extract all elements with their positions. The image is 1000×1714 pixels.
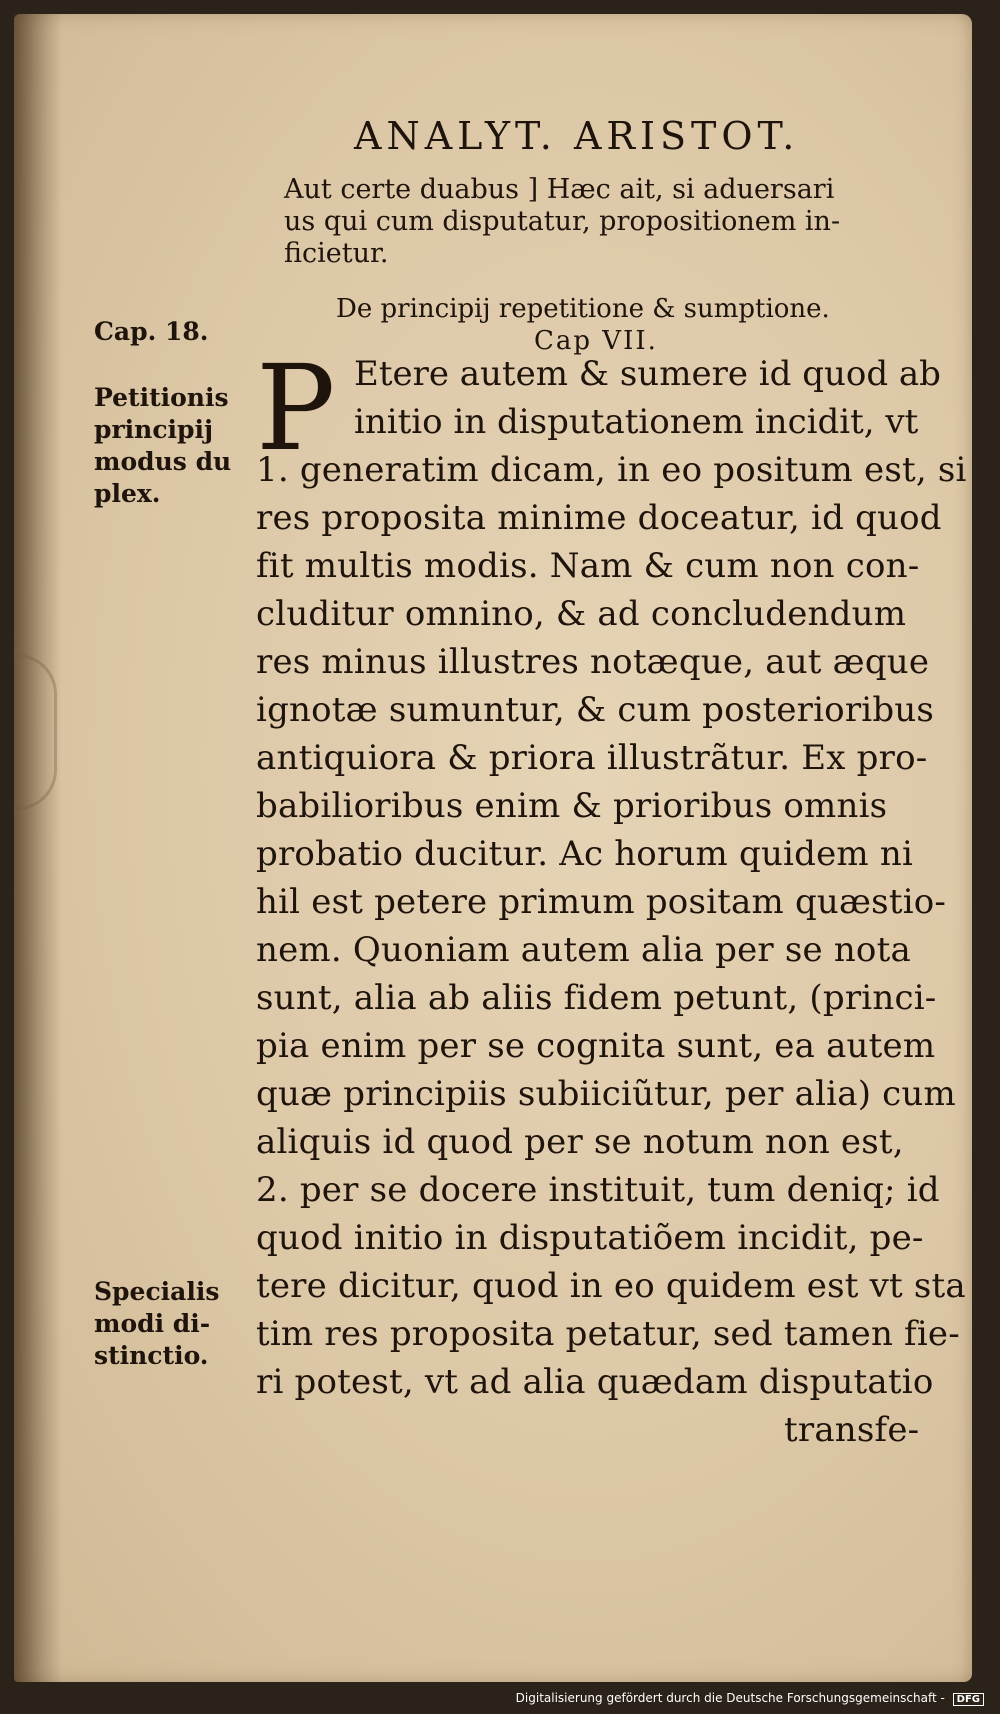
body-line-8: babilioribus enim & prioribus omnis <box>256 786 888 826</box>
intro-line-3: ficietur. <box>284 238 389 269</box>
body-line-16: 2. per se docere instituit, tum deniq; id <box>256 1170 940 1210</box>
body-line-18: tere dicitur, quod in eo quidem est vt sta <box>256 1266 966 1306</box>
margin-chapter-number: Cap. 18. <box>94 317 209 346</box>
body-line-3: fit multis modis. Nam & cum non con- <box>256 546 920 586</box>
margin-note-2-line-2: modi di- <box>94 1309 211 1338</box>
margin-note-2-line-3: stinctio. <box>94 1341 209 1370</box>
body-line-10: hil est petere primum positam quæstio- <box>256 882 947 922</box>
body-line-17: quod initio in disputatiõem incidit, pe- <box>256 1218 924 1258</box>
body-line-6: ignotæ sumuntur, & cum posterioribus <box>256 690 935 730</box>
credit-text: Digitalisierung gefördert durch die Deutsche Forschungsgemeinschaft - <box>515 1691 945 1705</box>
gutter-shadow <box>14 14 62 1682</box>
body-line-9: probatio ducitur. Ac horum quidem ni <box>256 834 914 874</box>
drop-cap: P <box>256 339 336 477</box>
margin-note-1-line-2: principij <box>94 415 214 444</box>
body-line-12: sunt, alia ab aliis fidem petunt, (princi- <box>256 978 937 1018</box>
body-line-20: ri potest, vt ad alia quædam disputatio <box>256 1362 934 1402</box>
body-line-15: aliquis id quod per se notum non est, <box>256 1122 904 1162</box>
body-line-7: antiquiora & priora illustrãtur. Ex pro- <box>256 738 928 778</box>
margin-note-1-line-3: modus du <box>94 447 232 476</box>
margin-note-1-line-1: Petitionis <box>94 383 229 412</box>
body-line-4: cluditur omnino, & ad concludendum <box>256 594 907 634</box>
catchword: transfe- <box>784 1410 920 1450</box>
body-line-19: tim res proposita petatur, sed tamen fie- <box>256 1314 960 1354</box>
margin-note-2-line-1: Specialis <box>94 1277 220 1306</box>
margin-note-1-line-4: plex. <box>94 479 161 508</box>
book-page <box>14 14 972 1682</box>
body-line-2: res proposita minime doceatur, id quod <box>256 498 942 538</box>
section-subheading: De principij repetitione & sumptione. <box>336 294 830 324</box>
body-line-11: nem. Quoniam autem alia per se nota <box>256 930 911 970</box>
clasp-mark <box>14 654 57 810</box>
body-line-14: quæ principiis subiiciũtur, per alia) cum <box>256 1074 956 1114</box>
dropcap-line-1: Etere autem & sumere id quod ab <box>354 354 941 394</box>
body-line-5: res minus illustres notæque, aut æque <box>256 642 930 682</box>
body-line-13: pia enim per se cognita sunt, ea autem <box>256 1026 936 1066</box>
digitization-credit <box>510 1689 990 1708</box>
intro-line-1: Aut certe duabus ] Hæc ait, si aduersari <box>284 174 835 205</box>
dropcap-line-2: initio in disputationem incidit, vt <box>354 402 919 442</box>
intro-line-2: us qui cum disputatur, propositionem in- <box>284 206 841 237</box>
dfg-logo: DFG <box>953 1693 984 1706</box>
chapter-label: Cap VII. <box>534 326 658 356</box>
body-line-1: 1. generatim dicam, in eo positum est, si <box>256 450 967 490</box>
running-head: ANALYT. ARISTOT. <box>354 114 800 158</box>
